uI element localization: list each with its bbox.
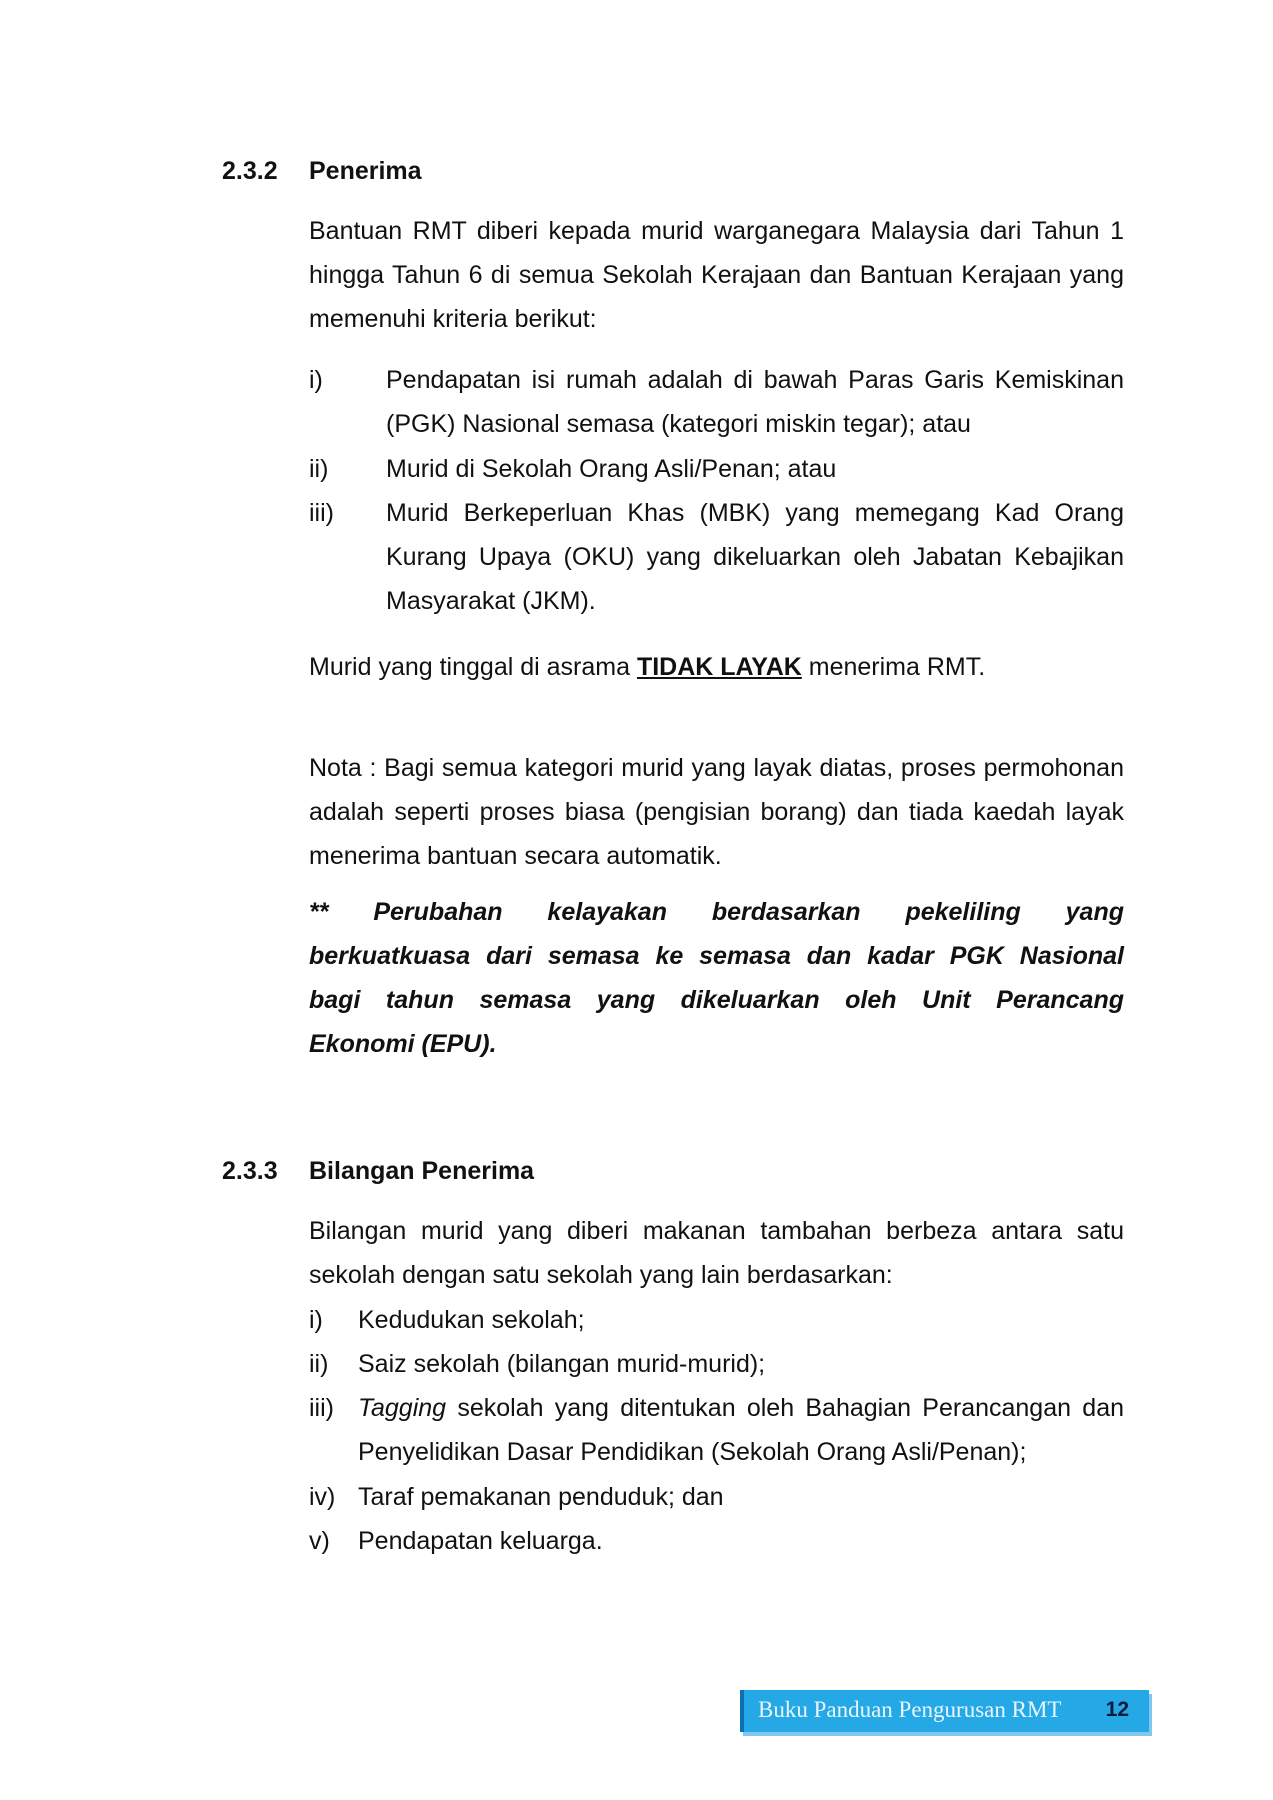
hostel-text-after: menerima RMT. bbox=[801, 653, 986, 681]
amendment-line: berkuatkuasa dari semasa ke semasa dan kadar PGK Nasional bbox=[309, 942, 1124, 970]
section-number-233: 2.3.3 bbox=[222, 1157, 278, 1185]
criteria-item bbox=[309, 491, 1124, 623]
factor-text: Pendapatan keluarga. bbox=[358, 1527, 603, 1555]
factor-text: Taraf pemakanan penduduk; dan bbox=[358, 1483, 724, 1511]
factor-item bbox=[309, 1519, 1124, 1563]
factor-marker: ii) bbox=[309, 1350, 329, 1378]
amendment-line: bagi tahun semasa yang dikeluarkan oleh Unit Perancang bbox=[309, 986, 1124, 1014]
section-title-233: Bilangan Penerima bbox=[309, 1157, 535, 1185]
hostel-eligibility-note bbox=[309, 645, 1124, 689]
amendment-line: Ekonomi (EPU). bbox=[309, 1030, 497, 1058]
factor-item bbox=[309, 1475, 1124, 1519]
criteria-item bbox=[309, 447, 1124, 491]
factor-text bbox=[358, 1386, 1124, 1474]
criteria-text: Murid di Sekolah Orang Asli/Penan; atau bbox=[386, 455, 837, 483]
tagging-term: Tagging bbox=[358, 1394, 447, 1422]
factor-item bbox=[309, 1298, 1124, 1342]
criteria-marker: i) bbox=[309, 366, 323, 394]
section-number-232: 2.3.2 bbox=[222, 157, 278, 185]
section-232-intro: Bantuan RMT diberi kepada murid warganegara Malaysia dari Tahun 1 hingga Tahun 6 di semua Sekolah Kerajaan dan Bantuan Kerajaan yang memenuhi kriteria berikut: bbox=[309, 217, 1124, 333]
application-note: Nota : Bagi semua kategori murid yang layak diatas, proses permohonan adalah seperti proses biasa (pengisian borang) dan tiada kaedah layak menerima bantuan secara automatik. bbox=[309, 754, 1124, 870]
amendment-note bbox=[309, 890, 1124, 1066]
factor-marker: iv) bbox=[309, 1483, 336, 1511]
factor-marker: iii) bbox=[309, 1394, 334, 1422]
factor-item bbox=[309, 1386, 1124, 1474]
criteria-text: Murid Berkeperluan Khas (MBK) yang memegang Kad Orang Kurang Upaya (OKU) yang dikeluarkan oleh Jabatan Kebajikan Masyarakat (JKM). bbox=[386, 499, 1124, 615]
criteria-marker: ii) bbox=[309, 455, 329, 483]
footer-title: Buku Panduan Pengurusan RMT bbox=[758, 1697, 1062, 1722]
factor-text: Saiz sekolah (bilangan murid-murid); bbox=[358, 1350, 766, 1378]
criteria-item bbox=[309, 358, 1124, 446]
amendment-line: ** Perubahan kelayakan berdasarkan pekeliling yang bbox=[309, 898, 1124, 926]
criteria-text: Pendapatan isi rumah adalah di bawah Paras Garis Kemiskinan (PGK) Nasional semasa (kategori miskin tegar); atau bbox=[386, 366, 1124, 438]
factor-marker: v) bbox=[309, 1527, 330, 1555]
criteria-marker: iii) bbox=[309, 499, 334, 527]
section-233-intro: Bilangan murid yang diberi makanan tambahan berbeza antara satu sekolah dengan satu sekolah yang lain berdasarkan: bbox=[309, 1217, 1124, 1289]
not-eligible-emphasis: TIDAK LAYAK bbox=[636, 653, 802, 681]
factor-item bbox=[309, 1342, 1124, 1386]
factor-marker: i) bbox=[309, 1306, 323, 1334]
hostel-text-before: Murid yang tinggal di asrama bbox=[309, 653, 637, 681]
factor-text-rest: sekolah yang ditentukan oleh Bahagian Perancangan dan Penyelidikan Dasar Pendidikan (Sekolah Orang Asli/Penan); bbox=[358, 1394, 1124, 1466]
page-number: 12 bbox=[1105, 1698, 1129, 1721]
section-title-232: Penerima bbox=[309, 157, 422, 185]
footer-banner bbox=[740, 1690, 1149, 1732]
factor-text: Kedudukan sekolah; bbox=[358, 1306, 585, 1334]
